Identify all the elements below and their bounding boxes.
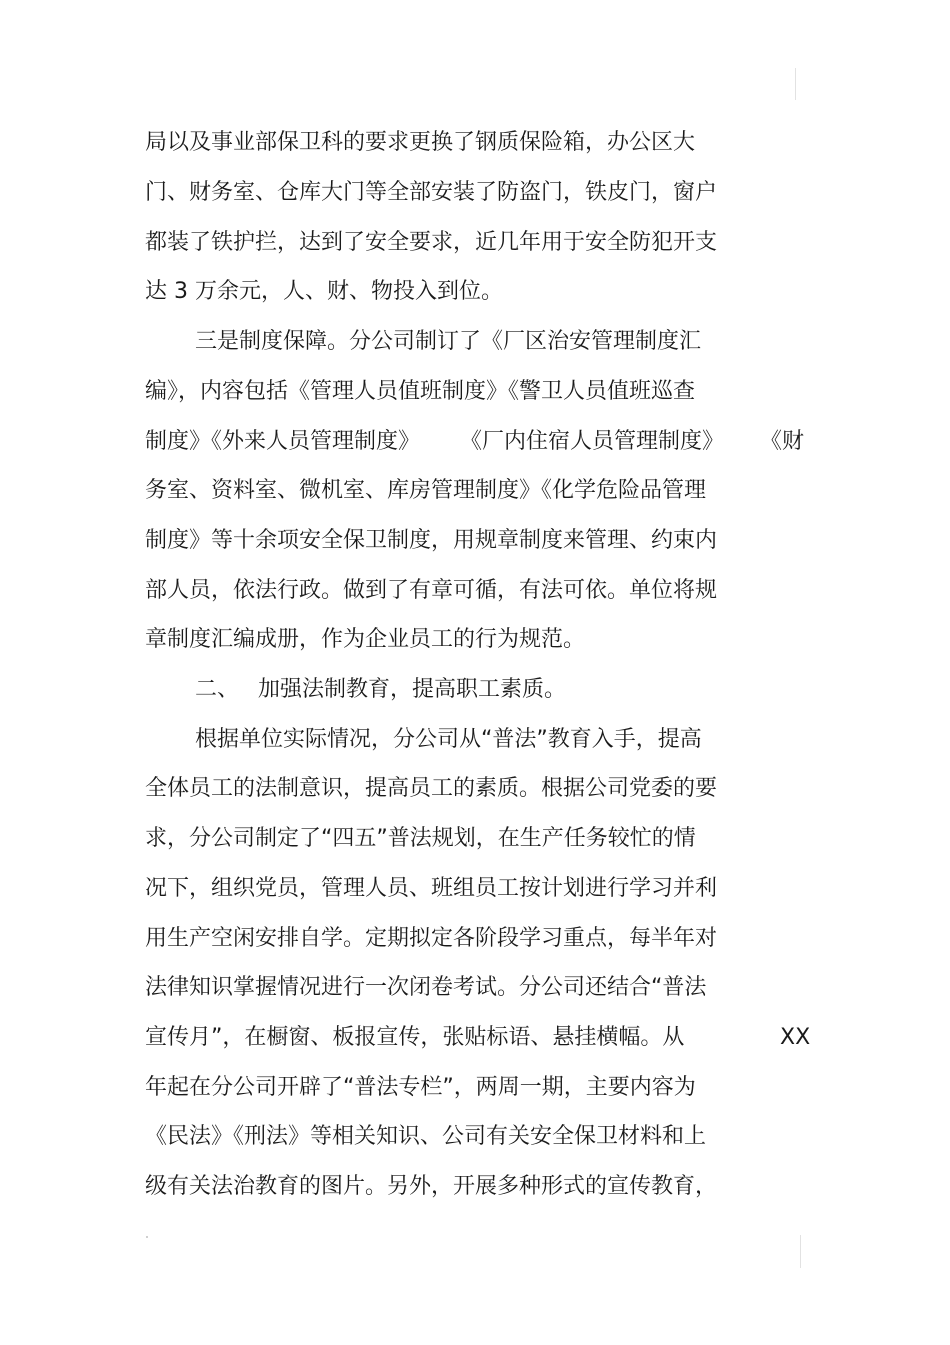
text-line	[0, 473, 950, 509]
section-number: 二、	[195, 677, 240, 702]
text-line	[0, 1169, 950, 1205]
text-line-content: 《民法》《刑法》等相关知识、公司有关安全保卫材料和上	[145, 1124, 707, 1149]
corner-mark-top-right	[795, 68, 796, 100]
text-line-content: 级有关法治教育的图片。另外，开展多种形式的宣传教育，	[145, 1174, 718, 1199]
text-line	[0, 374, 950, 410]
text-line	[0, 523, 950, 559]
text-line-content: 全体员工的法制意识，提高员工的素质。根据公司党委的要	[145, 776, 718, 801]
text-line-content: 部人员，依法行政。做到了有章可循，有法可依。单位将规	[145, 578, 718, 603]
text-line	[0, 622, 950, 658]
text-line-content: 局以及事业部保卫科的要求更换了钢质保险箱，办公区大	[145, 130, 696, 155]
text-line-segment: 《厂内住宿人员管理制度》	[460, 429, 725, 454]
text-line	[0, 125, 950, 161]
text-line-content: 门、财务室、仓库大门等全部安装了防盗门，铁皮门，窗户	[145, 180, 718, 205]
section-title: 加强法制教育，提高职工素质。	[258, 677, 567, 702]
corner-mark-bottom-left	[146, 1236, 148, 1238]
text-line	[0, 1020, 950, 1056]
section-heading	[0, 672, 950, 708]
text-line-segment: 《财	[760, 429, 805, 454]
text-line	[0, 274, 950, 310]
text-line	[0, 771, 950, 807]
text-line-content: 根据单位实际情况，分公司从“普法”教育入手，提高	[195, 727, 702, 752]
text-line	[0, 175, 950, 211]
text-line-content: 达 3 万余元，人、财、物投入到位。	[145, 279, 503, 304]
text-line-content: 三是制度保障。分公司制订了《厂区治安管理制度汇	[195, 329, 702, 354]
text-line	[0, 921, 950, 957]
text-line-content: 求，分公司制定了“四五”普法规划，在生产任务较忙的情	[145, 826, 696, 851]
paragraph-first-line	[0, 722, 950, 758]
paragraph-first-line	[0, 324, 950, 360]
text-line-content: 章制度汇编成册，作为企业员工的行为规范。	[145, 627, 586, 652]
text-line-segment: 宣传月”，在橱窗、板报宣传，张贴标语、悬挂横幅。从	[145, 1025, 685, 1050]
text-line	[0, 1070, 950, 1106]
text-line-content: 务室、资料室、微机室、库房管理制度》《化学危险品管理	[145, 478, 707, 503]
text-line-content: 年起在分公司开辟了“普法专栏”，两周一期，主要内容为	[145, 1075, 696, 1100]
text-line	[0, 1119, 950, 1155]
text-line-content: 况下，组织党员，管理人员、班组员工按计划进行学习并利	[145, 876, 718, 901]
text-line-content: 编》，内容包括《管理人员值班制度》《警卫人员值班巡查	[145, 379, 696, 404]
text-line	[0, 970, 950, 1006]
text-line	[0, 225, 950, 261]
text-line-segment: XX	[780, 1025, 811, 1050]
corner-mark-bottom-right	[800, 1235, 801, 1268]
text-line-content: 法律知识掌握情况进行一次闭卷考试。分公司还结合“普法	[145, 975, 707, 1000]
text-line-segment: 制度》《外来人员管理制度》	[145, 429, 421, 454]
text-line-content: 都装了铁护拦，达到了安全要求，近几年用于安全防犯开支	[145, 230, 718, 255]
text-line	[0, 573, 950, 609]
text-line-content: 用生产空闲安排自学。定期拟定各阶段学习重点，每半年对	[145, 926, 718, 951]
text-line	[0, 871, 950, 907]
text-line	[0, 821, 950, 857]
text-line	[0, 424, 950, 460]
text-line-content: 制度》等十余项安全保卫制度，用规章制度来管理、约束内	[145, 528, 718, 553]
